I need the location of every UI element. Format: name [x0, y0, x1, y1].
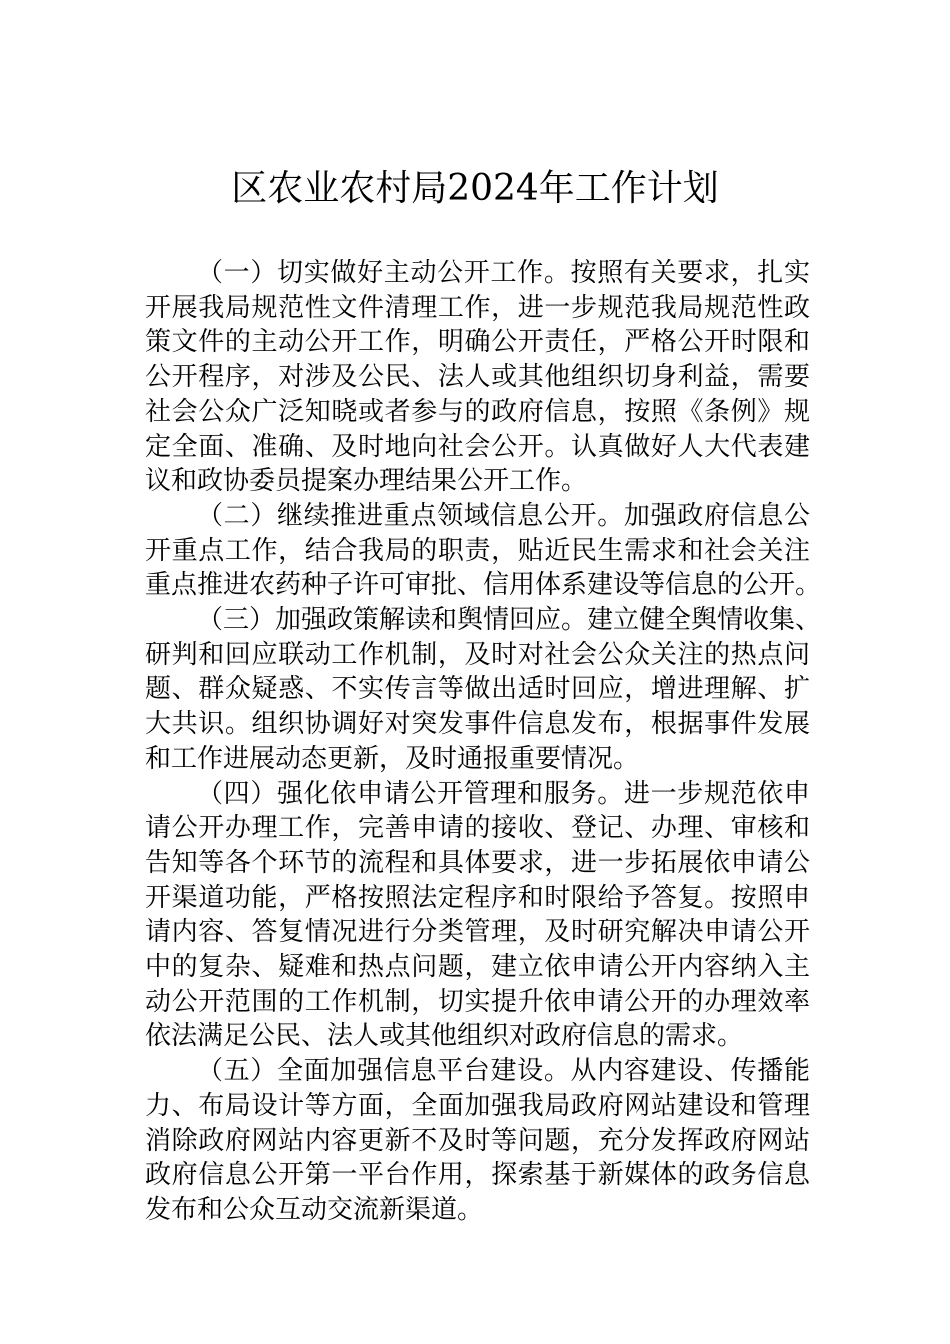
paragraph — [145, 777, 810, 1055]
paragraph-line: 发布和公众互动交流新渠道。 — [145, 1194, 484, 1225]
paragraph-line: 告知等各个环节的流程和具体要求，进一步拓展依申请公 — [145, 847, 810, 878]
paragraph-line: （五）全面加强信息平台建设。从内容建设、传播能 — [197, 1056, 810, 1087]
paragraph-line: 请内容、答复情况进行分类管理，及时研究解决申请公开 — [145, 917, 810, 948]
paragraph-line: 公开程序，对涉及公民、法人或其他组织切身利益，需要 — [145, 362, 810, 393]
paragraph — [145, 1054, 810, 1228]
paragraph-line: （二）继续推进重点领域信息公开。加强政府信息公 — [197, 500, 810, 531]
paragraph-line: 请公开办理工作，完善申请的接收、登记、办理、审核和 — [145, 813, 810, 844]
paragraph-line: （四）强化依申请公开管理和服务。进一步规范依申 — [197, 778, 810, 809]
paragraph — [145, 499, 822, 603]
paragraph-line: 定全面、准确、及时地向社会公开。认真做好人大代表建 — [145, 431, 810, 462]
paragraph-line: 力、布局设计等方面，全面加强我局政府网站建设和管理 — [145, 1090, 810, 1121]
paragraph-line: 社会公众广泛知晓或者参与的政府信息，按照《条例》规 — [145, 396, 810, 427]
paragraph-line: 开展我局规范性文件清理工作，进一步规范我局规范性政 — [145, 292, 810, 323]
document-body — [145, 256, 822, 1228]
paragraph-line: 研判和回应联动工作机制，及时对社会公众关注的热点问 — [145, 639, 810, 670]
paragraph-line: 动公开范围的工作机制，切实提升依申请公开的办理效率 — [145, 986, 810, 1017]
paragraph-line: 开渠道功能，严格按照法定程序和时限给予答复。按照申 — [145, 882, 810, 913]
paragraph-line: 大共识。组织协调好对突发事件信息发布，根据事件发展 — [145, 709, 810, 740]
paragraph-line: 题、群众疑惑、不实传言等做出适时回应，增进理解、扩 — [145, 674, 810, 705]
paragraph-line: 政府信息公开第一平台作用，探索基于新媒体的政务信息 — [145, 1160, 810, 1191]
paragraph — [145, 256, 810, 499]
paragraph-line: 依法满足公民、法人或其他组织对政府信息的需求。 — [145, 1021, 744, 1052]
document-title: 区农业农村局2024年工作计划 — [231, 168, 719, 209]
paragraph-line: 开重点工作，结合我局的职责，贴近民生需求和社会关注 — [145, 535, 810, 566]
paragraph-line: （一）切实做好主动公开工作。按照有关要求，扎实 — [197, 258, 810, 288]
paragraph-line: （三）加强政策解读和舆情回应。建立健全舆情收集、 — [197, 605, 822, 636]
paragraph-line: 议和政协委员提案办理结果公开工作。 — [145, 466, 588, 497]
paragraph-line: 中的复杂、疑难和热点问题，建立依申请公开内容纳入主 — [145, 952, 810, 983]
paragraph-line: 消除政府网站内容更新不及时等问题，充分发挥政府网站 — [145, 1125, 810, 1156]
paragraph — [145, 603, 822, 777]
paragraph-line: 重点推进农药种子许可审批、信用体系建设等信息的公开。 — [145, 570, 822, 601]
paragraph-line: 策文件的主动公开工作，明确公开责任，严格公开时限和 — [145, 327, 810, 358]
paragraph-line: 和工作进展动态更新，及时通报重要情况。 — [145, 743, 640, 774]
